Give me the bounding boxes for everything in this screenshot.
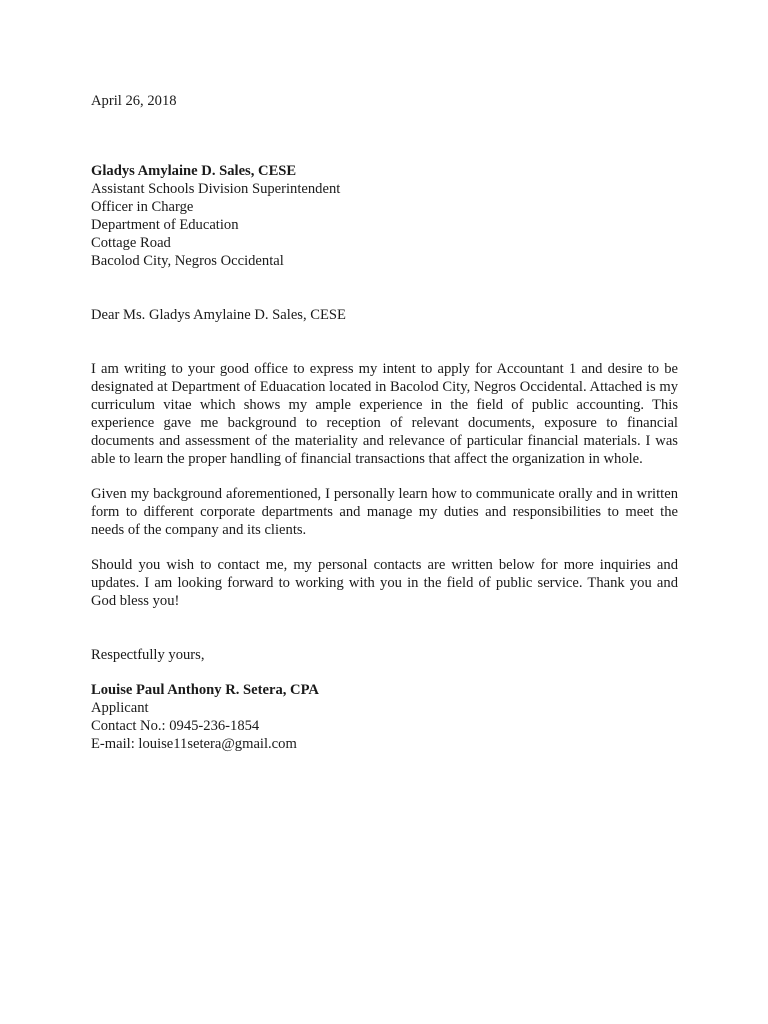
recipient-department: Department of Education <box>91 217 239 233</box>
sender-contact-number: Contact No.: 0945-236-1854 <box>91 718 260 734</box>
recipient-role: Officer in Charge <box>91 199 194 215</box>
salutation: Dear Ms. Gladys Amylaine D. Sales, CESE <box>91 307 346 323</box>
letter-date: April 26, 2018 <box>91 93 177 109</box>
signature-block <box>91 681 678 753</box>
recipient-street: Cottage Road <box>91 235 171 251</box>
body-paragraph-intro: I am writing to your good office to express my intent to apply for Accountant 1 and desire to be designated at Department of Eduacation located in Bacolod City, Negros Occidental. Attached is my curriculum vitae which shows my ample experience in the field of public accounting. This experience gave me background to reception of relevant documents, exposure to financial documents and assessment of the materiality and relevance of particular financial materials. I was able to learn the proper handling of financial transactions that affect the organization in whole. <box>91 361 678 467</box>
sender-email: E-mail: louise11setera@gmail.com <box>91 736 297 752</box>
body-paragraph-contact: Should you wish to contact me, my personal contacts are written below for more inquiries and updates. I am looking forward to working with you in the field of public service. Thank you and God bless you! <box>91 557 678 609</box>
body-paragraph-background: Given my background aforementioned, I personally learn how to communicate orally and in written form to different corporate departments and manage my duties and responsibilities to meet the needs of the company and its clients. <box>91 486 678 538</box>
recipient-name: Gladys Amylaine D. Sales, CESE <box>91 163 297 179</box>
recipient-block <box>91 162 678 270</box>
sender-name: Louise Paul Anthony R. Setera, CPA <box>91 682 319 698</box>
recipient-position: Assistant Schools Division Superintendent <box>91 181 341 197</box>
recipient-city: Bacolod City, Negros Occidental <box>91 253 284 269</box>
sender-title: Applicant <box>91 700 149 716</box>
closing: Respectfully yours, <box>91 647 205 663</box>
cover-letter <box>91 92 678 753</box>
